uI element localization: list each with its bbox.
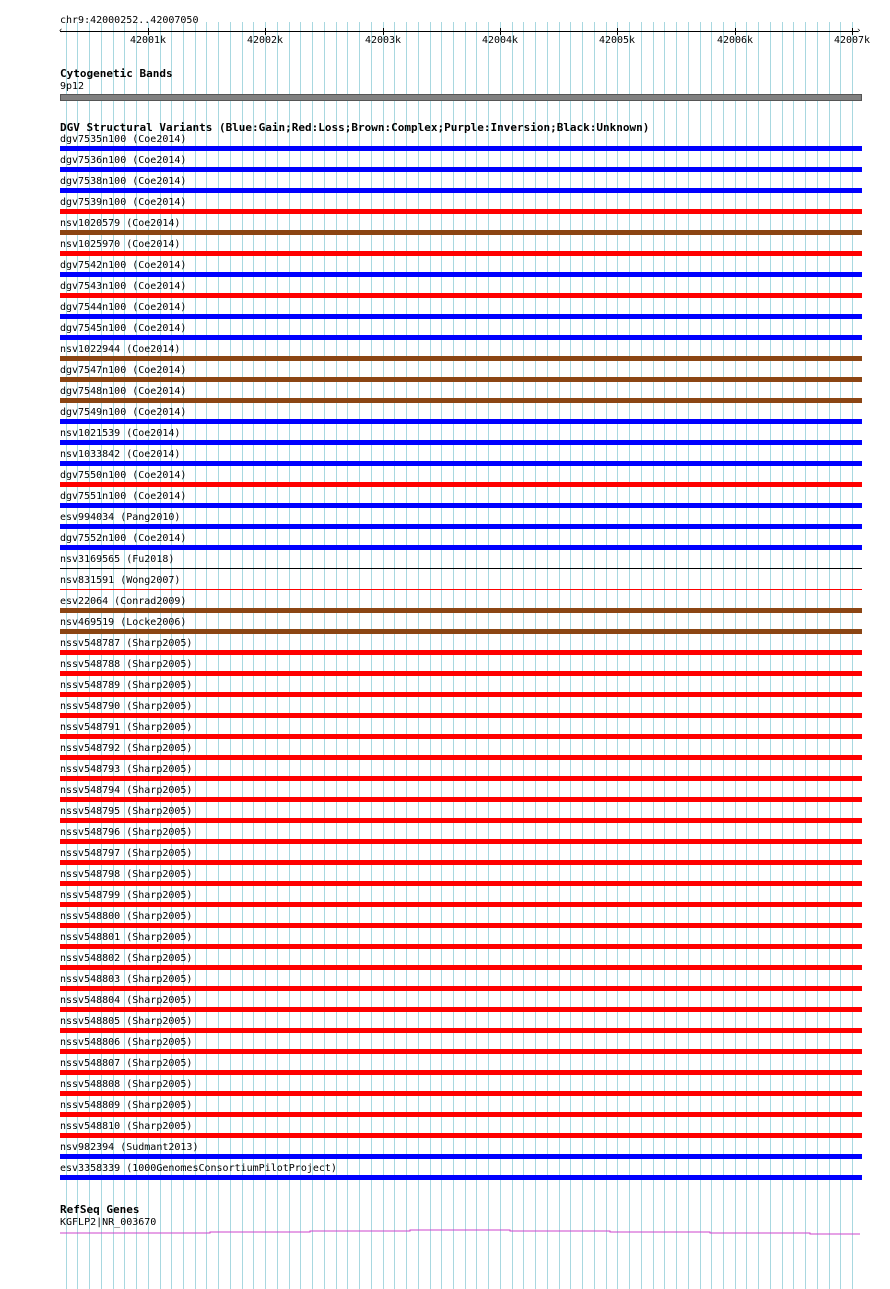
variant-label[interactable]: nssv548795 (Sharp2005) — [60, 806, 193, 817]
variant-label[interactable]: esv22064 (Conrad2009) — [60, 596, 187, 607]
variant-label[interactable]: nsv1021539 (Coe2014) — [60, 428, 181, 439]
variant-label[interactable]: dgv7551n100 (Coe2014) — [60, 491, 187, 502]
variant-label[interactable]: dgv7542n100 (Coe2014) — [60, 260, 187, 271]
variant-label[interactable]: nssv548787 (Sharp2005) — [60, 638, 193, 649]
variant-label[interactable]: nssv548796 (Sharp2005) — [60, 827, 193, 838]
variant-label[interactable]: nsv3169565 (Fu2018) — [60, 554, 175, 565]
position-label: chr9:42000252..42007050 — [60, 15, 199, 26]
variant-label[interactable]: nssv548807 (Sharp2005) — [60, 1058, 193, 1069]
variant-label[interactable]: dgv7538n100 (Coe2014) — [60, 176, 187, 187]
ruler-tick-label: 42004k — [481, 35, 519, 46]
variant-label[interactable]: esv994034 (Pang2010) — [60, 512, 181, 523]
variant-label[interactable]: dgv7544n100 (Coe2014) — [60, 302, 187, 313]
variant-label[interactable]: nssv548788 (Sharp2005) — [60, 659, 193, 670]
variant-label[interactable]: nssv548800 (Sharp2005) — [60, 911, 193, 922]
cyto-track-title: Cytogenetic Bands — [60, 67, 173, 80]
ruler-tick-label: 42002k — [246, 35, 284, 46]
variant-label[interactable]: nsv1020579 (Coe2014) — [60, 218, 181, 229]
variant-label[interactable]: nsv982394 (Sudmant2013) — [60, 1142, 199, 1153]
dgv-track-title: DGV Structural Variants (Blue:Gain;Red:Loss;Brown:Complex;Purple:Inversion;Black:Unknown) — [60, 121, 650, 134]
variant-label[interactable]: dgv7543n100 (Coe2014) — [60, 281, 187, 292]
variant-label[interactable]: nssv548799 (Sharp2005) — [60, 890, 193, 901]
variant-label[interactable]: nssv548793 (Sharp2005) — [60, 764, 193, 775]
variant-label[interactable]: nssv548805 (Sharp2005) — [60, 1016, 193, 1027]
variant-label[interactable]: nssv548791 (Sharp2005) — [60, 722, 193, 733]
variant-label[interactable]: dgv7547n100 (Coe2014) — [60, 365, 187, 376]
ruler-tick-label: 42005k — [598, 35, 636, 46]
variant-label[interactable]: nssv548804 (Sharp2005) — [60, 995, 193, 1006]
ruler-right-arrow-icon: › — [856, 26, 862, 36]
refseq-track-title: RefSeq Genes — [60, 1203, 140, 1216]
variant-label[interactable]: nssv548802 (Sharp2005) — [60, 953, 193, 964]
variant-label[interactable]: nssv548789 (Sharp2005) — [60, 680, 193, 691]
ruler-tick-label: 42001k — [129, 35, 167, 46]
variant-label[interactable]: nssv548798 (Sharp2005) — [60, 869, 193, 880]
variant-label[interactable]: dgv7535n100 (Coe2014) — [60, 134, 187, 145]
ruler-tick-label: 42006k — [716, 35, 754, 46]
variant-label[interactable]: nssv548797 (Sharp2005) — [60, 848, 193, 859]
ruler-tick-label: 42007k — [833, 35, 871, 46]
variant-label[interactable]: nsv469519 (Locke2006) — [60, 617, 187, 628]
variant-label[interactable]: dgv7550n100 (Coe2014) — [60, 470, 187, 481]
variant-label[interactable]: dgv7552n100 (Coe2014) — [60, 533, 187, 544]
variant-label[interactable]: nssv548790 (Sharp2005) — [60, 701, 193, 712]
variant-label[interactable]: nssv548801 (Sharp2005) — [60, 932, 193, 943]
variant-label[interactable]: nssv548808 (Sharp2005) — [60, 1079, 193, 1090]
variant-label[interactable]: dgv7548n100 (Coe2014) — [60, 386, 187, 397]
variant-label[interactable]: nssv548809 (Sharp2005) — [60, 1100, 193, 1111]
variant-label[interactable]: dgv7539n100 (Coe2014) — [60, 197, 187, 208]
variant-label[interactable]: nsv1025970 (Coe2014) — [60, 239, 181, 250]
variant-label[interactable]: dgv7545n100 (Coe2014) — [60, 323, 187, 334]
gene-line — [60, 1230, 860, 1234]
cyto-band-label: 9p12 — [60, 81, 85, 92]
variant-label[interactable]: dgv7536n100 (Coe2014) — [60, 155, 187, 166]
variant-label[interactable]: dgv7549n100 (Coe2014) — [60, 407, 187, 418]
variant-label[interactable]: nssv548794 (Sharp2005) — [60, 785, 193, 796]
ruler-tick-label: 42003k — [364, 35, 402, 46]
variant-label[interactable]: nssv548810 (Sharp2005) — [60, 1121, 193, 1132]
variant-label[interactable]: nsv831591 (Wong2007) — [60, 575, 181, 586]
variant-label[interactable]: nsv1033842 (Coe2014) — [60, 449, 181, 460]
variant-label[interactable]: nsv1022944 (Coe2014) — [60, 344, 181, 355]
variant-label[interactable]: nssv548803 (Sharp2005) — [60, 974, 193, 985]
ruler-left-arrow-icon: ‹ — [58, 26, 64, 36]
variant-label[interactable]: esv3358339 (1000GenomesConsortiumPilotProject) — [60, 1163, 337, 1174]
gene-label: KGFLP2|NR_003670 — [60, 1217, 157, 1228]
variant-label[interactable]: nssv548806 (Sharp2005) — [60, 1037, 193, 1048]
variant-label[interactable]: nssv548792 (Sharp2005) — [60, 743, 193, 754]
